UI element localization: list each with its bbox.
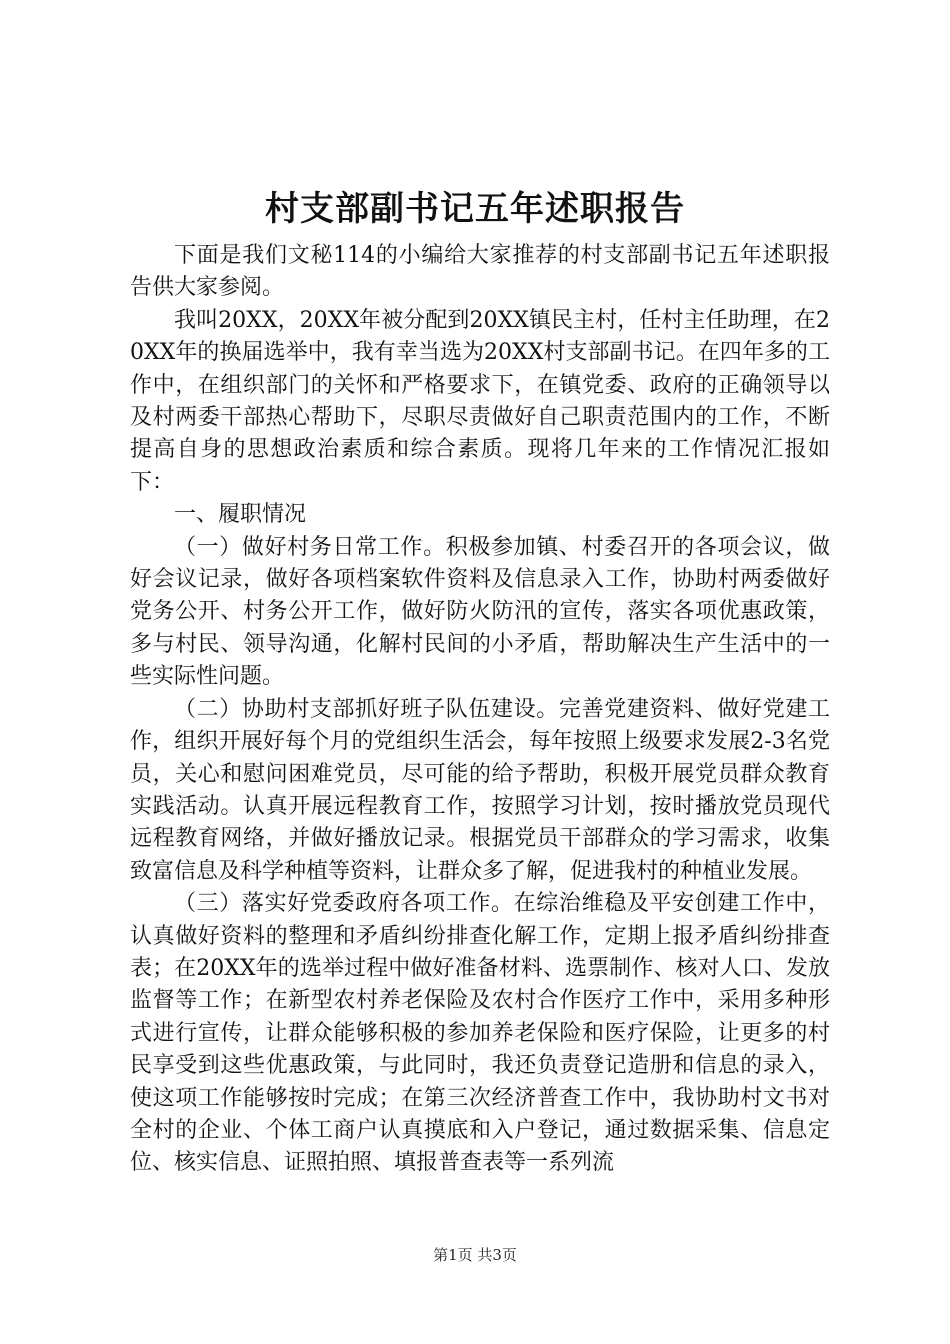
document-body — [130, 240, 830, 1180]
page-footer: 第1页 共3页 — [433, 1246, 517, 1264]
paragraph-government-tasks: （三）落实好党委政府各项工作。在综治维稳及平安创建工作中，认真做好资料的整理和矛盾纠纷排查化解工作，定期上报矛盾纠纷排查表；在20XX年的选举过程中做好准备材料、选票制作、核对人口、发放监督等工作；在新型农村养老保险及农村合作医疗工作中，采用多种形式进行宣传，让群众能够积极的参加养老保险和医疗保险，让更多的村民享受到这些优惠政策，与此同时，我还负责登记造册和信息的录入，使这项工作能够按时完成；在第三次经济普查工作中，我协助村文书对全村的企业、个体工商户认真摸底和入户登记，通过数据采集、信息定位、核实信息、证照拍照、填报普查表等一系列流 — [130, 891, 830, 1176]
section-heading-duties: 一、履职情况 — [174, 502, 307, 528]
paragraph-daily-work: （一）做好村务日常工作。积极参加镇、村委召开的各项会议，做好会议记录，做好各项档案软件资料及信息录入工作，协助村两委做好党务公开、村务公开工作，做好防火防汛的宣传，落实各项优惠政策，多与村民、领导沟通，化解村民间的小矛盾，帮助解决生产生活中的一些实际性问题。 — [130, 534, 830, 690]
paragraph-intro: 下面是我们文秘114的小编给大家推荐的村支部副书记五年述职报告供大家参阅。 — [130, 243, 830, 301]
document-title: 村支部副书记五年述职报告 — [265, 189, 685, 229]
paragraph-self-introduction: 我叫20XX，20XX年被分配到20XX镇民主村，任村主任助理，在20XX年的换届选举中，我有幸当选为20XX村支部副书记。在四年多的工作中，在组织部门的关怀和严格要求下，在镇党委、政府的正确领导以及村两委干部热心帮助下，尽职尽责做好自己职责范围内的工作，不断提高自身的思想政治素质和综合素质。现将几年来的工作情况汇报如下： — [130, 307, 830, 495]
paragraph-team-building: （二）协助村支部抓好班子队伍建设。完善党建资料、做好党建工作，组织开展好每个月的党组织生活会，每年按照上级要求发展2-3名党员，关心和慰问困难党员，尽可能的给予帮助，积极开展党员群众教育实践活动。认真开展远程教育工作，按照学习计划，按时播放党员现代远程教育网络，并做好播放记录。根据党员干部群众的学习需求，收集致富信息及科学种植等资料，让群众多了解，促进我村的种植业发展。 — [130, 696, 830, 884]
